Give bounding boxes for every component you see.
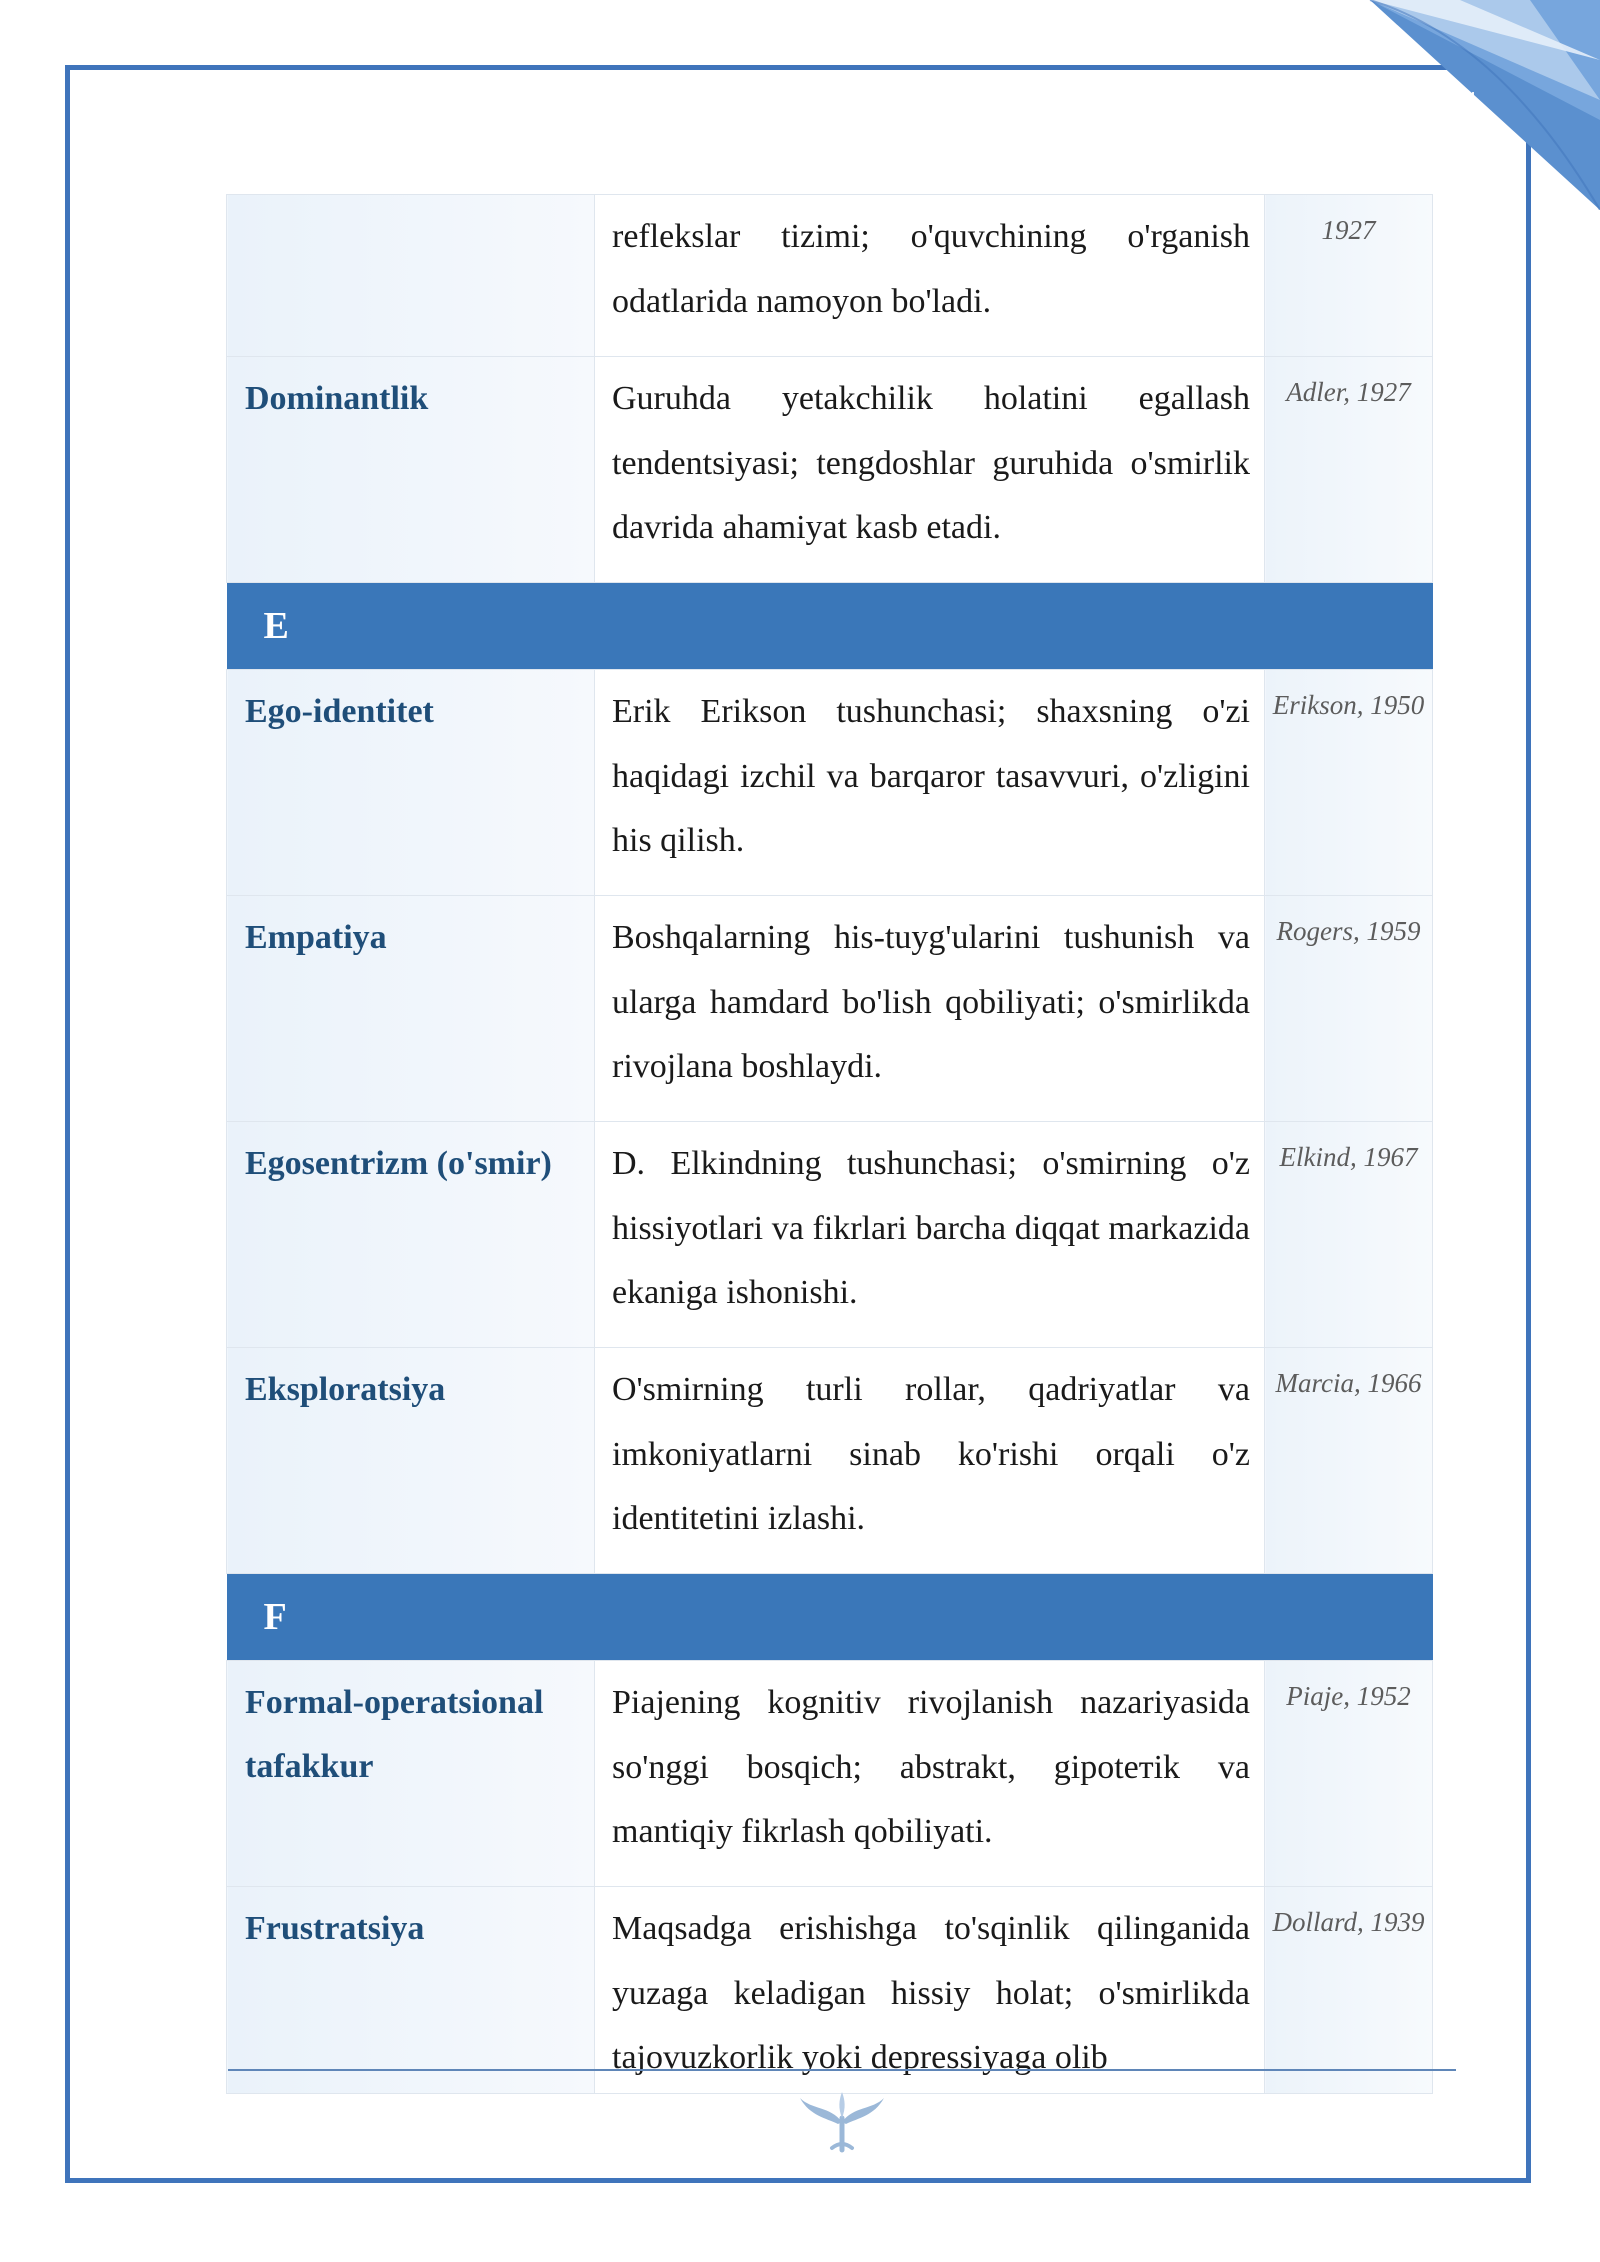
footer-divider	[228, 2069, 1456, 2071]
letter-section-header	[227, 1574, 1433, 1661]
definition-cell: reflekslar tizimi; o'quvchining o'rganish odatlarida namoyon bo'ladi.	[595, 195, 1265, 357]
term-cell: Empatiya	[227, 896, 595, 1122]
definition-cell: O'smirning turli rollar, qadriyatlar va imkoniyatlarni sinab ko'rishi orqali o'z identitetini izlashi.	[595, 1348, 1265, 1574]
definition-cell: Piajening kognitiv rivojlanish nazariyasida so'nggi bosqich; abstrakt, gipoteтik va mantiqiy fikrlash qobiliyati.	[595, 1661, 1265, 1887]
page-number: 4	[1463, 86, 1477, 116]
glossary-row	[227, 1122, 1433, 1348]
source-cell: Piaje, 1952	[1265, 1661, 1433, 1887]
letter-heading: E	[227, 583, 1433, 670]
glossary-row	[227, 357, 1433, 583]
term-cell: Ego-identitet	[227, 670, 595, 896]
glossary-table	[226, 194, 1433, 2094]
glossary-row	[227, 1348, 1433, 1574]
term-cell: Formal-operatsional tafakkur	[227, 1661, 595, 1887]
letter-heading: F	[227, 1574, 1433, 1661]
definition-cell: Guruhda yetakchilik holatini egallash tendentsiyasi; tengdoshlar guruhida o'smirlik davrida ahamiyat kasb etadi.	[595, 357, 1265, 583]
term-cell: Dominantlik	[227, 357, 595, 583]
glossary-row	[227, 670, 1433, 896]
term-cell: Eksploratsiya	[227, 1348, 595, 1574]
letter-section-header	[227, 583, 1433, 670]
source-cell: 1927	[1265, 195, 1433, 357]
definition-cell: Boshqalarning his-tuyg'ularini tushunish va ularga hamdard bo'lish qobiliyati; o'smirlikda rivojlana boshlaydi.	[595, 896, 1265, 1122]
term-cell: Frustratsiya	[227, 1887, 595, 2094]
definition-cell: Erik Erikson tushunchasi; shaxsning o'zi haqidagi izchil va barqaror tasavvuri, o'zligini his qilish.	[595, 670, 1265, 896]
source-cell: Elkind, 1967	[1265, 1122, 1433, 1348]
definition-cell: D. Elkindning tushunchasi; o'smirning o'z hissiyotlari va fikrlari barcha diqqat markazida ekaniga ishonishi.	[595, 1122, 1265, 1348]
definition-cell: Maqsadga erishishga to'sqinlik qilinganida yuzaga keladigan hissiy holat; o'smirlikda tajovuzkorlik yoki depressiyaga olib	[595, 1887, 1265, 2094]
glossary-row	[227, 1887, 1433, 2094]
term-cell: Egosentrizm (o'smir)	[227, 1122, 595, 1348]
source-cell: Erikson, 1950	[1265, 670, 1433, 896]
source-cell: Rogers, 1959	[1265, 896, 1433, 1122]
term-cell	[227, 195, 595, 357]
flourish-ornament-icon	[792, 2088, 892, 2163]
source-cell: Dollard, 1939	[1265, 1887, 1433, 2094]
glossary-row	[227, 195, 1433, 357]
glossary-row	[227, 1661, 1433, 1887]
source-cell: Adler, 1927	[1265, 357, 1433, 583]
source-cell: Marcia, 1966	[1265, 1348, 1433, 1574]
glossary-row	[227, 896, 1433, 1122]
